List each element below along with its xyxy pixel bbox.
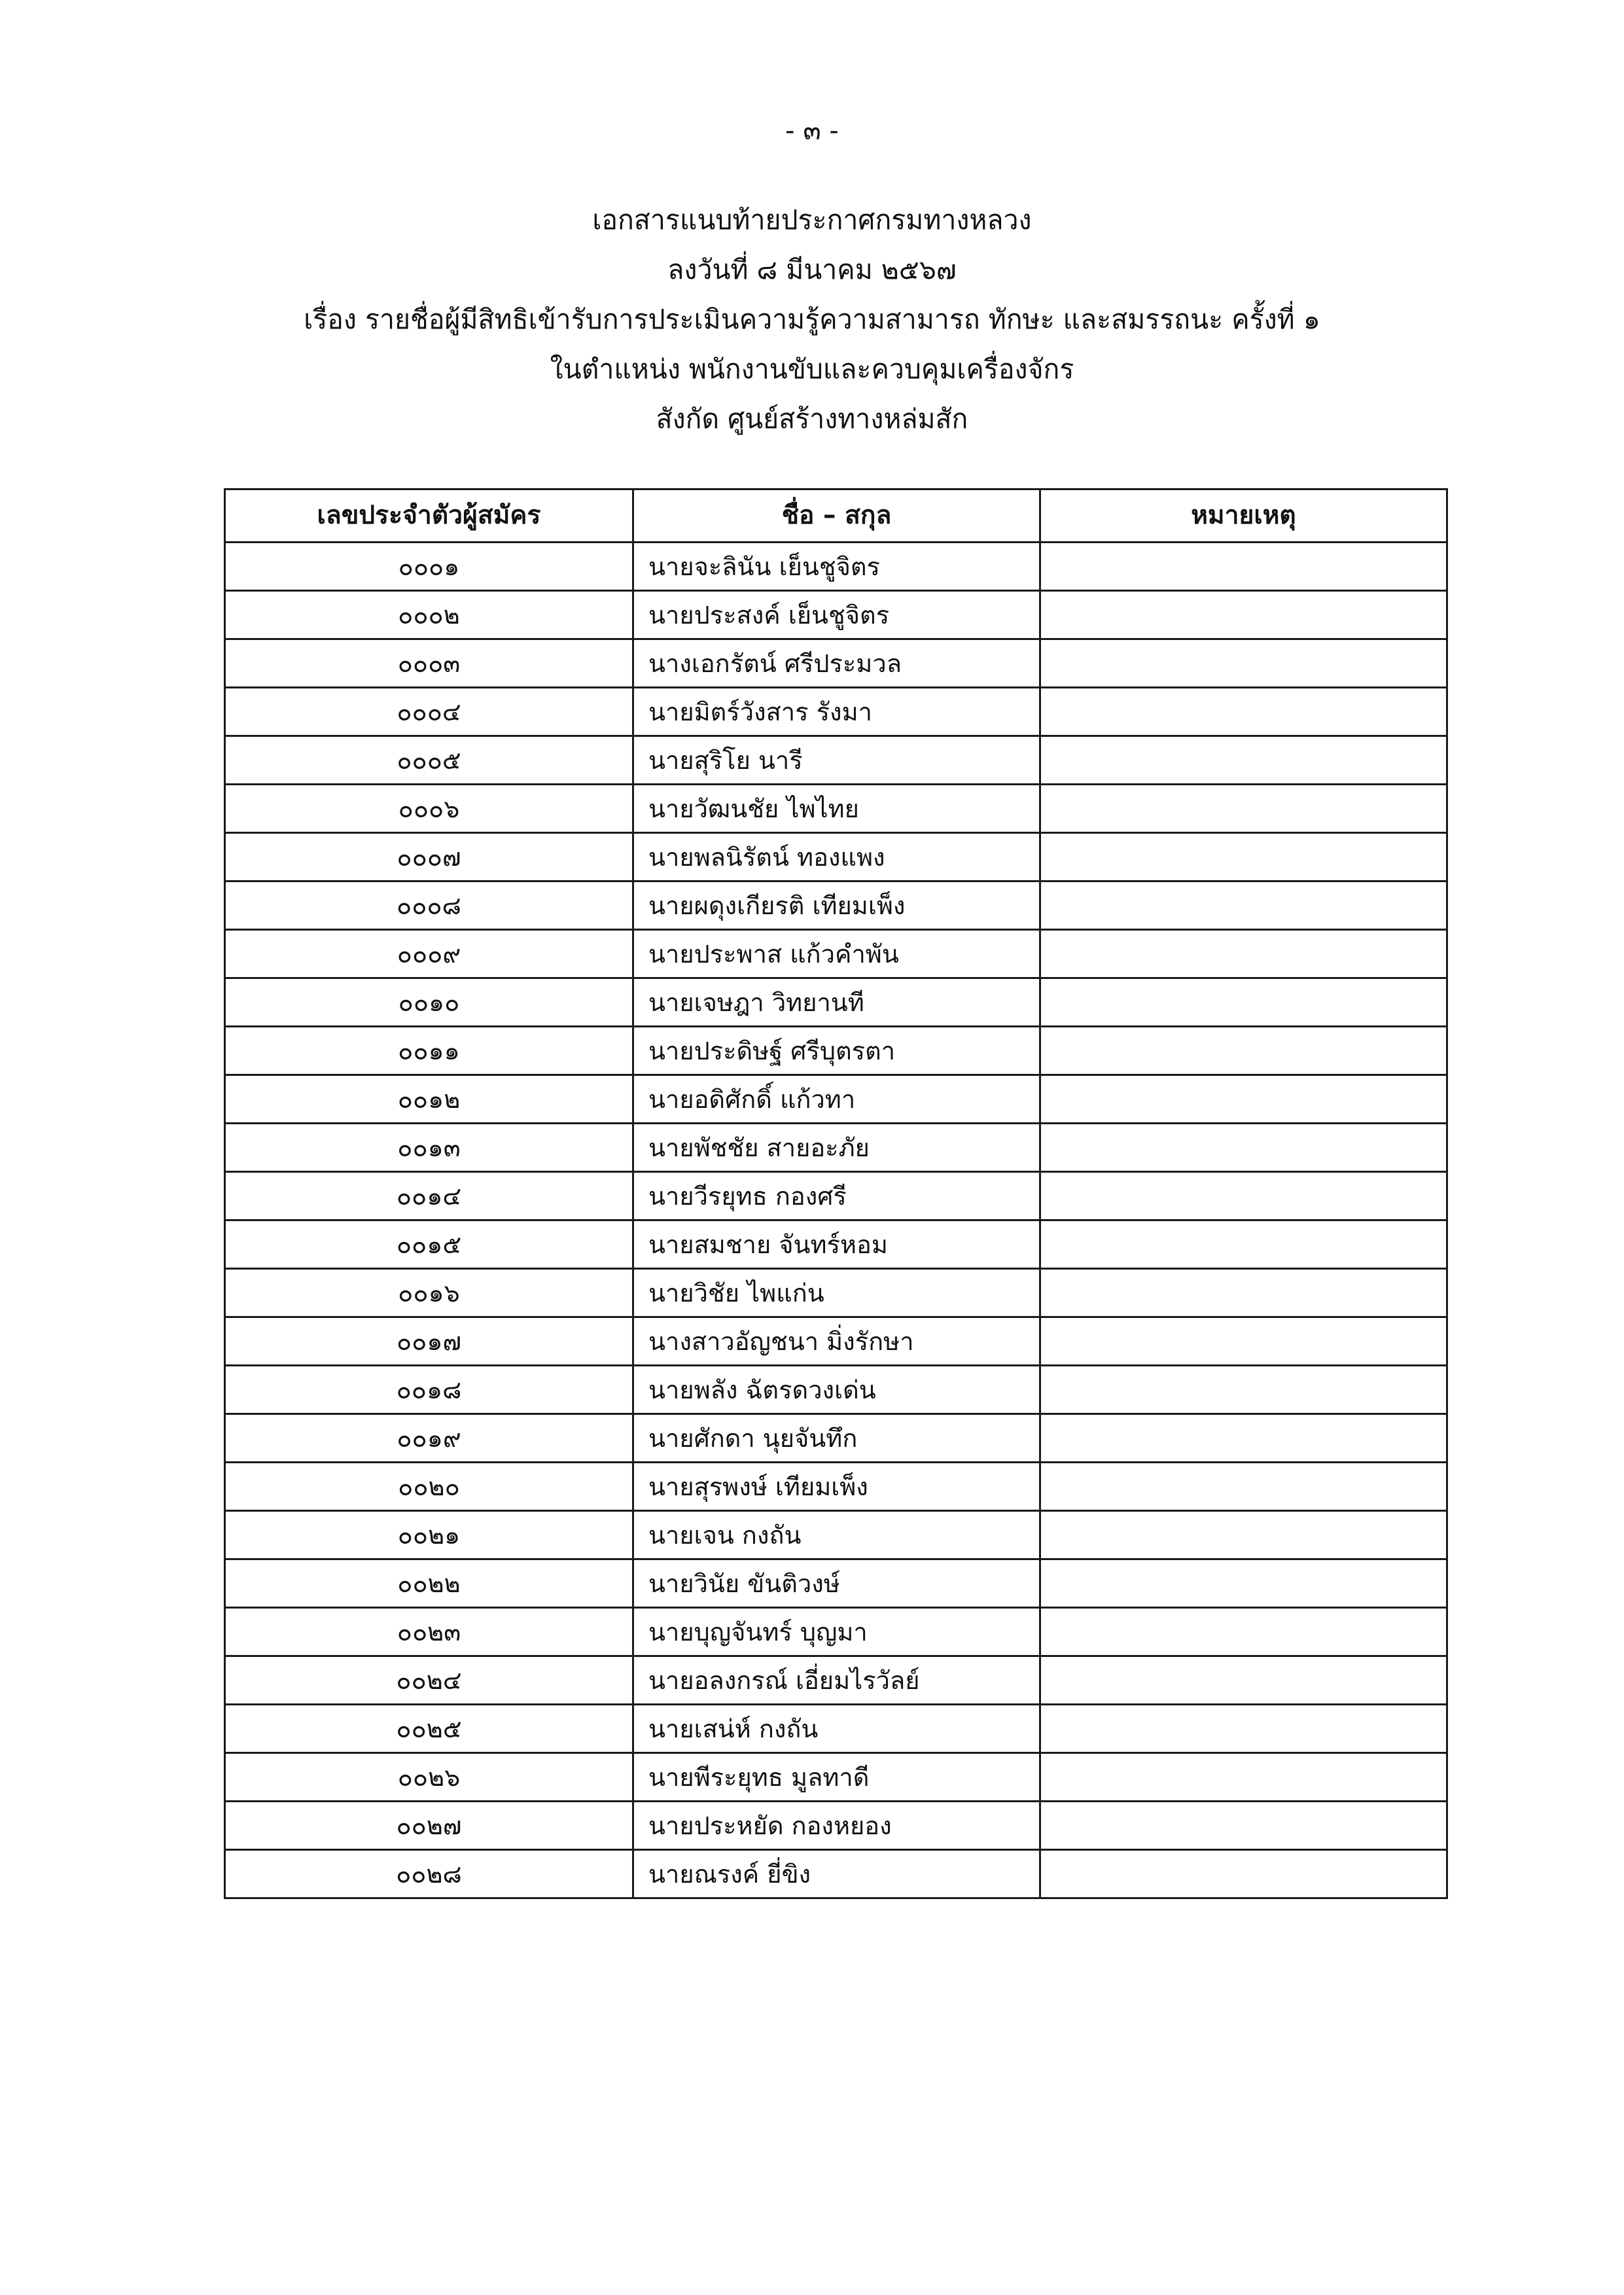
remarks-cell	[1040, 1511, 1447, 1559]
applicant-id-cell: ๐๐๐๙	[225, 930, 633, 978]
applicant-id-cell: ๐๐๒๓	[225, 1608, 633, 1656]
table-row	[225, 1802, 1447, 1850]
table-row	[225, 543, 1447, 591]
remarks-cell	[1040, 1366, 1447, 1414]
remarks-cell	[1040, 736, 1447, 785]
full-name-cell: นายอดิศักดิ์ แก้วทา	[633, 1075, 1040, 1124]
applicant-id-cell: ๐๐๐๖	[225, 785, 633, 833]
applicant-id-cell: ๐๐๒๕	[225, 1705, 633, 1753]
full-name-cell: นายประหยัด กองหยอง	[633, 1802, 1040, 1850]
full-name-cell: นายประสงค์ เย็นชูจิตร	[633, 591, 1040, 639]
applicant-id-cell: ๐๐๑๑	[225, 1027, 633, 1075]
applicant-id-cell: ๐๐๐๘	[225, 881, 633, 930]
table-row	[225, 881, 1447, 930]
full-name-cell: นายอลงกรณ์ เอี่ยมไรวัลย์	[633, 1656, 1040, 1705]
heading-subject: เรื่อง รายชื่อผู้มีสิทธิเข้ารับการประเมินความรู้ความสามารถ ทักษะ และสมรรถนะ ครั้งที่ ๑	[304, 304, 1320, 335]
applicant-id-cell: ๐๐๑๔	[225, 1172, 633, 1220]
applicant-id-cell: ๐๐๒๘	[225, 1850, 633, 1898]
applicant-id-cell: ๐๐๑๕	[225, 1220, 633, 1269]
full-name-cell: นายวัฒนชัย ไพไทย	[633, 785, 1040, 833]
full-name-cell: นายณรงค์ ยี่ขิง	[633, 1850, 1040, 1898]
page-number: - ๓ -	[785, 116, 839, 146]
remarks-cell	[1040, 1414, 1447, 1463]
table-row	[225, 1559, 1447, 1608]
full-name-cell: นายเจน กงถัน	[633, 1511, 1040, 1559]
applicant-id-cell: ๐๐๐๒	[225, 591, 633, 639]
table-row	[225, 1317, 1447, 1366]
full-name-cell: นายเจษฎา วิทยานที	[633, 978, 1040, 1027]
header-applicant-id: เลขประจำตัวผู้สมัคร	[225, 489, 633, 543]
table-row	[225, 1366, 1447, 1414]
table-row	[225, 1027, 1447, 1075]
table-row	[225, 736, 1447, 785]
table-row	[225, 785, 1447, 833]
remarks-cell	[1040, 1124, 1447, 1172]
remarks-cell	[1040, 688, 1447, 736]
table-body	[225, 543, 1447, 1898]
full-name-cell: นายประพาส แก้วคำพัน	[633, 930, 1040, 978]
heading-title: เอกสารแนบท้ายประกาศกรมทางหลวง	[592, 204, 1032, 236]
heading-position: ในตำแหน่ง พนักงานขับและควบคุมเครื่องจักร	[550, 353, 1074, 385]
applicant-id-cell: ๐๐๒๗	[225, 1802, 633, 1850]
table-row	[225, 978, 1447, 1027]
full-name-cell: นางสาวอัญชนา มิ่งรักษา	[633, 1317, 1040, 1366]
table-row	[225, 930, 1447, 978]
table-row	[225, 1172, 1447, 1220]
remarks-cell	[1040, 1220, 1447, 1269]
table-row	[225, 1753, 1447, 1802]
remarks-cell	[1040, 1027, 1447, 1075]
applicant-id-cell: ๐๐๒๒	[225, 1559, 633, 1608]
applicant-id-cell: ๐๐๐๕	[225, 736, 633, 785]
remarks-cell	[1040, 1802, 1447, 1850]
header-remarks: หมายเหตุ	[1040, 489, 1447, 543]
remarks-cell	[1040, 1850, 1447, 1898]
remarks-cell	[1040, 1656, 1447, 1705]
applicant-id-cell: ๐๐๒๐	[225, 1463, 633, 1511]
applicant-id-cell: ๐๐๑๘	[225, 1366, 633, 1414]
table-row	[225, 833, 1447, 881]
full-name-cell: นายมิตร์วังสาร รังมา	[633, 688, 1040, 736]
full-name-cell: นายสมชาย จันทร์หอม	[633, 1220, 1040, 1269]
applicant-id-cell: ๐๐๑๖	[225, 1269, 633, 1317]
table-row	[225, 1656, 1447, 1705]
header-full-name: ชื่อ – สกุล	[633, 489, 1040, 543]
full-name-cell: นายประดิษฐ์ ศรีบุตรตา	[633, 1027, 1040, 1075]
heading-date: ลงวันที่ ๘ มีนาคม ๒๕๖๗	[667, 254, 957, 285]
table-row	[225, 1705, 1447, 1753]
applicant-id-cell: ๐๐๑๒	[225, 1075, 633, 1124]
remarks-cell	[1040, 1269, 1447, 1317]
full-name-cell: นายจะลินัน เย็นชูจิตร	[633, 543, 1040, 591]
full-name-cell: นายพลัง ฉัตรดวงเด่น	[633, 1366, 1040, 1414]
remarks-cell	[1040, 785, 1447, 833]
table-row	[225, 1511, 1447, 1559]
remarks-cell	[1040, 1317, 1447, 1366]
applicant-id-cell: ๐๐๑๓	[225, 1124, 633, 1172]
remarks-cell	[1040, 1753, 1447, 1802]
candidate-table	[224, 488, 1448, 1899]
remarks-cell	[1040, 978, 1447, 1027]
remarks-cell	[1040, 930, 1447, 978]
remarks-cell	[1040, 1075, 1447, 1124]
table-row	[225, 1850, 1447, 1898]
heading-affiliation: สังกัด ศูนย์สร้างทางหล่มสัก	[656, 403, 968, 435]
applicant-id-cell: ๐๐๑๗	[225, 1317, 633, 1366]
table-header-row	[225, 489, 1447, 543]
full-name-cell: นายพีระยุทธ มูลทาดี	[633, 1753, 1040, 1802]
full-name-cell: นางเอกรัตน์ ศรีประมวล	[633, 639, 1040, 688]
applicant-id-cell: ๐๐๐๓	[225, 639, 633, 688]
applicant-id-cell: ๐๐๒๑	[225, 1511, 633, 1559]
table-row	[225, 639, 1447, 688]
full-name-cell: นายวิชัย ไพแก่น	[633, 1269, 1040, 1317]
applicant-id-cell: ๐๐๑๙	[225, 1414, 633, 1463]
table-row	[225, 1269, 1447, 1317]
applicant-id-cell: ๐๐๐๗	[225, 833, 633, 881]
remarks-cell	[1040, 881, 1447, 930]
full-name-cell: นายวีรยุทธ กองศรี	[633, 1172, 1040, 1220]
table-row	[225, 1414, 1447, 1463]
full-name-cell: นายวินัย ขันติวงษ์	[633, 1559, 1040, 1608]
table-row	[225, 591, 1447, 639]
table-row	[225, 1220, 1447, 1269]
full-name-cell: นายศักดา นุยจันทึก	[633, 1414, 1040, 1463]
remarks-cell	[1040, 1463, 1447, 1511]
full-name-cell: นายพัชชัย สายอะภัย	[633, 1124, 1040, 1172]
remarks-cell	[1040, 1705, 1447, 1753]
full-name-cell: นายบุญจันทร์ บุญมา	[633, 1608, 1040, 1656]
applicant-id-cell: ๐๐๐๑	[225, 543, 633, 591]
table-row	[225, 1075, 1447, 1124]
full-name-cell: นายเสน่ห์ กงถัน	[633, 1705, 1040, 1753]
applicant-id-cell: ๐๐๐๔	[225, 688, 633, 736]
applicant-id-cell: ๐๐๒๔	[225, 1656, 633, 1705]
full-name-cell: นายพลนิรัตน์ ทองแพง	[633, 833, 1040, 881]
full-name-cell: นายสุรพงษ์ เทียมเพ็ง	[633, 1463, 1040, 1511]
remarks-cell	[1040, 639, 1447, 688]
table-row	[225, 688, 1447, 736]
remarks-cell	[1040, 1608, 1447, 1656]
remarks-cell	[1040, 543, 1447, 591]
table-row	[225, 1608, 1447, 1656]
remarks-cell	[1040, 1172, 1447, 1220]
applicant-id-cell: ๐๐๑๐	[225, 978, 633, 1027]
applicant-id-cell: ๐๐๒๖	[225, 1753, 633, 1802]
remarks-cell	[1040, 833, 1447, 881]
full-name-cell: นายผดุงเกียรติ เทียมเพ็ง	[633, 881, 1040, 930]
table-row	[225, 1124, 1447, 1172]
full-name-cell: นายสุริโย นารี	[633, 736, 1040, 785]
document-heading	[0, 195, 1624, 444]
table-row	[225, 1463, 1447, 1511]
remarks-cell	[1040, 591, 1447, 639]
remarks-cell	[1040, 1559, 1447, 1608]
